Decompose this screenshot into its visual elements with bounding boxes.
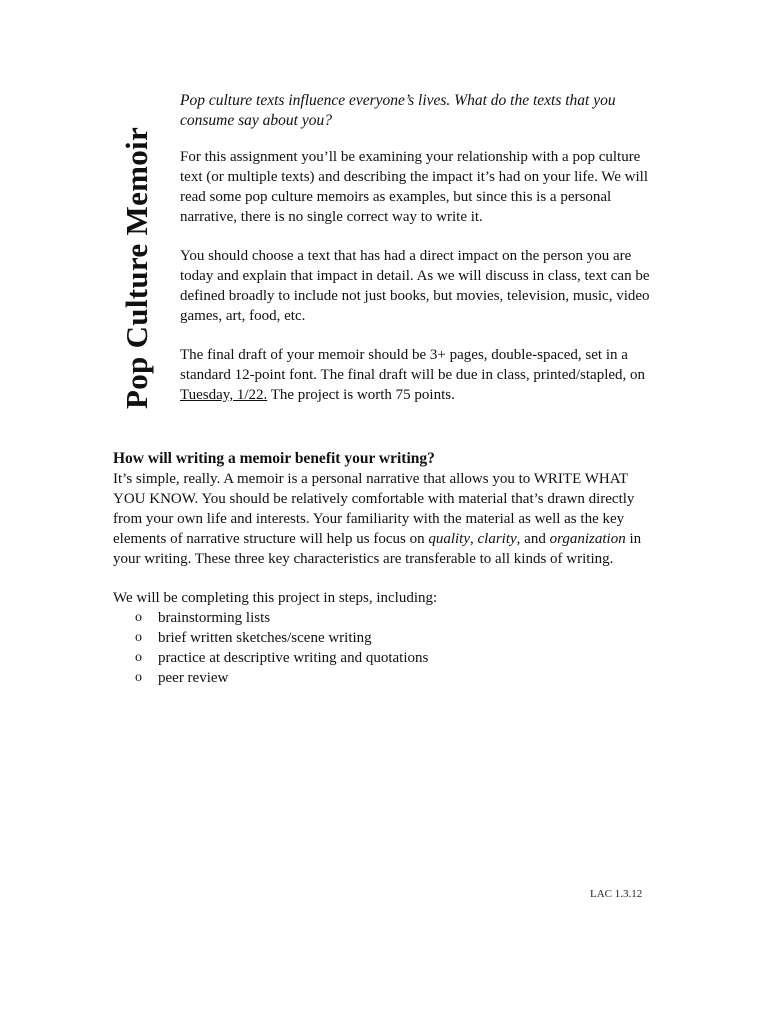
term-clarity: clarity [477, 531, 517, 547]
steps-list [113, 608, 658, 688]
intro-question: Pop culture texts influence everyone’s lives. What do the texts that you consume say about you? [180, 92, 616, 129]
list-item [135, 628, 658, 648]
final-draft-text: The final draft of your memoir should be 3+ pages, double-spaced, set in a standard 12-point font. The final draft will be due in class, printed/stapled, on [180, 347, 646, 383]
step-text: peer review [158, 670, 229, 686]
bullet-icon: o [135, 610, 142, 625]
benefit-text-end: in your writing. These three key characteristics are transferable to all kinds of writing. [113, 531, 642, 567]
intro-block [180, 91, 650, 424]
bullet-icon: o [135, 650, 142, 665]
step-text: practice at descriptive writing and quotations [158, 650, 429, 666]
separator-1: , [470, 531, 478, 547]
intro-paragraph-text-choice: You should choose a text that has had a direct impact on the person you are today and explain that impact in detail. As we will discuss in class, text can be defined broadly to include not just books, but movies, television, music, video games, art, food, etc. [180, 248, 650, 324]
side-title: Pop Culture Memoir [119, 126, 154, 410]
separator-2: , and [516, 531, 550, 547]
benefit-heading: How will writing a memoir benefit your writing? [113, 450, 435, 467]
list-item [135, 668, 658, 688]
step-text: brief written sketches/scene writing [158, 630, 372, 646]
list-item [135, 608, 658, 628]
main-block [113, 449, 658, 688]
bullet-icon: o [135, 630, 142, 645]
benefit-paragraph [113, 469, 658, 569]
intro-paragraph-assignment: For this assignment you’ll be examining your relationship with a pop culture text (or multiple texts) and describing the impact it’s had on your life. We will read some pop culture memoirs as examples, but since this is a personal narrative, there is no single correct way to write it. [180, 149, 648, 225]
list-item [135, 648, 658, 668]
step-text: brainstorming lists [158, 610, 271, 626]
steps-intro: We will be completing this project in steps, including: [113, 590, 438, 606]
term-organization: organization [549, 531, 626, 547]
intro-paragraph-final-draft [180, 345, 650, 405]
benefit-text-start: It’s simple, really. A memoir is a personal narrative that allows you to WRITE WHAT YOU KNOW. You should be relatively comfortable with material that’s drawn directly from your own life and interests. Your familiarity with the material as well as the key elements of narrative structure will help us focus on [113, 471, 635, 547]
due-date: Tuesday, 1/22. [180, 387, 268, 403]
term-quality: quality [428, 531, 470, 547]
points-text: The project is worth 75 points. [267, 387, 455, 403]
footer-code: LAC 1.3.12 [590, 888, 643, 900]
bullet-icon: o [135, 670, 142, 685]
